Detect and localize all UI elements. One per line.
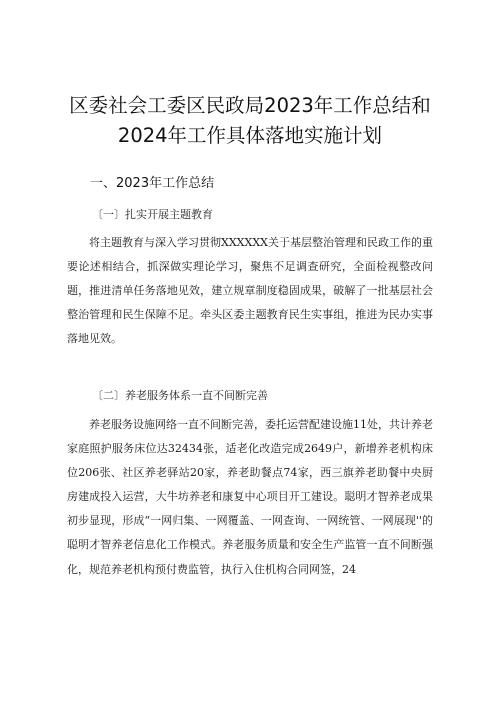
paragraph-theme-education: 将主题教育与深入学习贯彻XXXXXX关于基层整治管理和民政工作的重要论述相结合，抓深做实理论学习，聚焦不足调查研究，全面检视整改问题，推进清单任务落地见效，建立规章制度稳固成果，破解了一批基层社会整治管理和民生保障不足。牵头区委主题教育民生实事组，推进为民办实事落地见效。 xyxy=(67,236,433,346)
subsection-heading-theme-education: 〔一〕扎实开展主题教育 xyxy=(92,208,213,221)
section-heading-2023-summary: 一、2023年工作总结 xyxy=(90,176,215,191)
subsection-heading-elderly-care: 〔二〕养老服务体系一直不间断完善 xyxy=(92,389,268,402)
document-title-line-1: 区委社会工委区民政局2023年工作总结和 xyxy=(69,94,431,117)
paragraph-elderly-care: 养老服务设施网络一直不间断完善，委托运营配建设施11处，共计养老家庭照护服务床位达32434张，适老化改造完成2649户，新增养老机构床位206张、社区养老驿站20家，养老助餐点74家，西三旗养老助餐中央厨房建成投入运营，大牛坊养老和康复中心项目开工建设。聪明才智养老成果初步显现，形成“一网归集、一网覆盖、一网查询、一网统管、一网展现''的聪明才智养老信息化工作模式。养老服务质量和安全生产监管一直不间断强化，规范养老机构预付费监管，执行入住机构合同网签，24 xyxy=(67,418,433,576)
document-title-line-2: 2024年工作具体落地实施计划 xyxy=(117,124,383,147)
